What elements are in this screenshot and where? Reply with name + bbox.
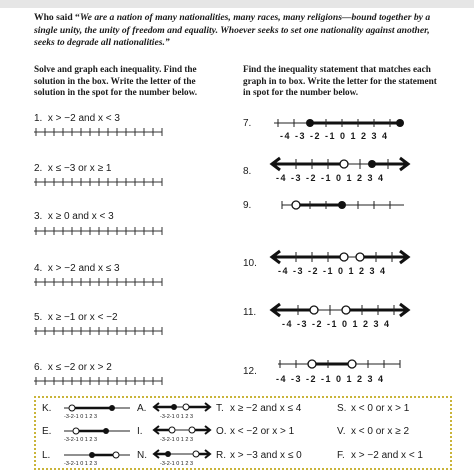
- statement-text: x < 0 or x > 1: [351, 403, 410, 414]
- statement-letter: V.: [337, 426, 346, 437]
- key-letter-l: L.: [42, 450, 51, 461]
- key-statement-f: [337, 450, 423, 461]
- intro-lead: Who said “: [34, 12, 80, 23]
- key-statement-r: [216, 450, 302, 461]
- blank-number-line[interactable]: [34, 177, 164, 187]
- graph-11-ticks: -4 -3 -2 -1 0 1 2 3 4: [282, 319, 391, 329]
- problem-number: 3.: [34, 211, 43, 222]
- problem-6: [34, 362, 112, 373]
- key-n-number-line: [152, 447, 212, 461]
- graph-9-number-line: [280, 198, 410, 212]
- key-k-number-line: [62, 402, 132, 414]
- statement-text: x ≥ −2 and x ≤ 4: [230, 403, 302, 414]
- blank-number-line[interactable]: [34, 226, 164, 236]
- left-instructions: Solve and graph each inequality. Find the solution in the box. Write the letter of the solution in the spot for the number below.: [34, 64, 198, 97]
- closed-endpoint: [368, 160, 376, 168]
- problem-number: 5.: [34, 312, 43, 323]
- open-endpoint: [340, 253, 348, 261]
- key-letter-e: E.: [42, 426, 52, 437]
- key-letter-a: A.: [137, 403, 147, 414]
- key-i-ticks: -3-2-1 0 1 2 3: [160, 437, 194, 443]
- graph-number-12: 12.: [243, 366, 257, 377]
- statement-letter: F.: [337, 450, 345, 461]
- graph-8-number-line: [268, 155, 412, 173]
- problem-3: [34, 211, 114, 222]
- key-a-ticks: -3-2-1 0 1 2 3: [160, 414, 194, 420]
- graph-number-11: 11.: [243, 307, 257, 318]
- key-i-number-line: [152, 423, 212, 437]
- key-l-number-line: [62, 449, 132, 461]
- graph-12-ticks: -4 -3 -2 -1 0 1 2 3 4: [276, 374, 385, 384]
- graph-7-number-line: [272, 116, 412, 130]
- key-a-number-line: [152, 400, 212, 414]
- problem-text: x ≤ −2 or x > 2: [47, 362, 112, 373]
- statement-text: x < 0 or x ≥ 2: [351, 426, 410, 437]
- graph-number-7: 7.: [243, 118, 252, 129]
- open-endpoint: [356, 253, 364, 261]
- statement-text: x < −2 or x > 1: [230, 426, 295, 437]
- blank-number-line[interactable]: [34, 376, 164, 386]
- right-instructions: Find the inequality statement that matches each graph in to box. Write the letter for the statement in spot for the number below.: [243, 64, 437, 97]
- open-endpoint: [308, 360, 316, 368]
- problem-4: [34, 263, 120, 274]
- key-statement-o: [216, 426, 294, 437]
- open-endpoint: [342, 306, 350, 314]
- key-l-ticks: -3-2-1 0 1 2 3: [64, 461, 98, 467]
- key-statement-t: [216, 403, 301, 414]
- blank-number-line[interactable]: [34, 277, 164, 287]
- key-statement-s: [337, 403, 409, 414]
- problem-number: 2.: [34, 163, 43, 174]
- open-endpoint: [340, 160, 348, 168]
- problem-number: 1.: [34, 113, 43, 124]
- problem-number: 6.: [34, 362, 43, 373]
- problem-5: [34, 312, 118, 323]
- statement-letter: R.: [216, 450, 226, 461]
- problem-text: x > −2 and x ≤ 3: [47, 263, 120, 274]
- graph-number-10: 10.: [243, 258, 257, 269]
- closed-endpoint: [306, 119, 314, 127]
- key-letter-k: K.: [42, 403, 52, 414]
- problem-text: x ≥ −1 or x < −2: [47, 312, 118, 323]
- key-e-number-line: [62, 425, 132, 437]
- problem-2: [34, 163, 111, 174]
- closed-endpoint: [338, 201, 346, 209]
- statement-letter: S.: [337, 403, 347, 414]
- statement-letter: T.: [216, 403, 224, 414]
- graph-7-ticks: -4 -3 -2 -1 0 1 2 3 4: [280, 131, 389, 141]
- top-bar: [0, 0, 474, 8]
- blank-number-line[interactable]: [34, 326, 164, 336]
- graph-10-ticks: -4 -3 -2 -1 0 1 2 3 4: [278, 266, 387, 276]
- statement-letter: O.: [216, 426, 227, 437]
- key-k-ticks: -3-2-1 0 1 2 3: [64, 414, 98, 420]
- blank-number-line[interactable]: [34, 127, 164, 137]
- problem-text: x ≤ −3 or x ≥ 1: [47, 163, 112, 174]
- graph-10-number-line: [268, 248, 412, 266]
- key-e-ticks: -3-2-1 0 1 2 3: [64, 437, 98, 443]
- problem-text: x ≥ 0 and x < 3: [47, 211, 114, 222]
- graph-number-9: 9.: [243, 200, 252, 211]
- key-letter-i: I.: [137, 426, 143, 437]
- statement-text: x > −3 and x ≤ 0: [230, 450, 302, 461]
- problem-1: [34, 113, 120, 124]
- problem-text: x > −2 and x < 3: [47, 113, 120, 124]
- key-letter-n: N.: [137, 450, 147, 461]
- problem-number: 4.: [34, 263, 43, 274]
- graph-11-number-line: [268, 301, 412, 319]
- statement-text: x > −2 and x < 1: [351, 450, 423, 461]
- key-n-ticks: -3-2-1 0 1 2 3: [160, 461, 194, 467]
- key-statement-v: [337, 426, 409, 437]
- intro-paragraph: [34, 12, 446, 50]
- intro-quote: We are a nation of many nationalities, many races, many religions—bound together by a single unity, the unity of freedom and equality. Whoever seeks to set one nationality against another, seeks to degrade all nationalities.”: [34, 12, 431, 48]
- graph-12-number-line: [276, 357, 406, 371]
- graph-number-8: 8.: [243, 166, 252, 177]
- graph-8-ticks: -4 -3 -2 -1 0 1 2 3 4: [276, 173, 385, 183]
- open-endpoint: [292, 201, 300, 209]
- closed-endpoint: [396, 119, 404, 127]
- open-endpoint: [310, 306, 318, 314]
- open-endpoint: [348, 360, 356, 368]
